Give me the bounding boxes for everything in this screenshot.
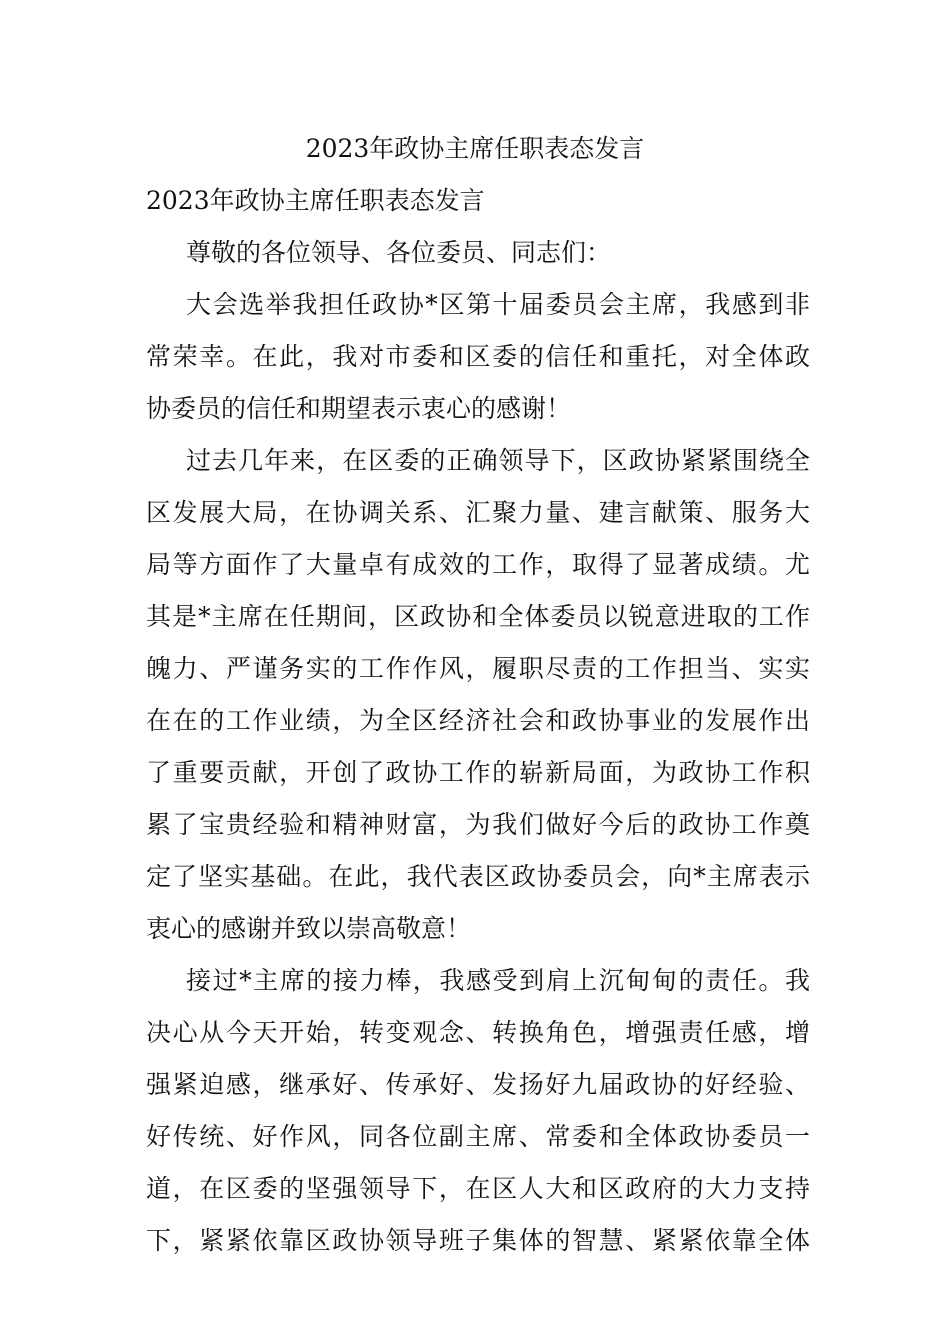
text-line: 尊敬的各位领导、各位委员、同志们： [186,238,612,267]
text-line: 协委员的信任和期望表示衷心的感谢！ [146,394,572,423]
text-line: 好传统、好作风，同各位副主席、常委和全体政协委员一 [146,1122,810,1151]
text-line: 其是*主席在任期间，区政协和全体委员以锐意进取的工作 [146,602,810,631]
text-line: 局等方面作了大量卓有成效的工作，取得了显著成绩。尤 [146,550,810,579]
document-title: 2023年政协主席任职表态发言 [305,134,645,163]
text-line: 常荣幸。在此，我对市委和区委的信任和重托，对全体政 [146,342,810,371]
text-line: 接过*主席的接力棒，我感受到肩上沉甸甸的责任。我 [186,966,810,995]
text-line: 大会选举我担任政协*区第十届委员会主席，我感到非 [186,290,810,319]
text-line: 强紧迫感，继承好、传承好、发扬好九届政协的好经验、 [146,1070,810,1099]
text-line: 衷心的感谢并致以崇高敬意！ [146,914,472,943]
text-line: 在在的工作业绩，为全区经济社会和政协事业的发展作出 [146,706,810,735]
document-body [146,183,810,1275]
text-line: 过去几年来，在区委的正确领导下，区政协紧紧围绕全 [186,446,810,475]
text-line: 下，紧紧依靠区政协领导班子集体的智慧、紧紧依靠全体 [146,1226,810,1255]
text-line: 定了坚实基础。在此，我代表区政协委员会，向*主席表示 [146,862,810,891]
text-line: 决心从今天开始，转变观念、转换角色，增强责任感，增 [146,1018,810,1047]
text-line: 区发展大局，在协调关系、汇聚力量、建言献策、服务大 [146,498,810,527]
text-line: 魄力、严谨务实的工作作风，履职尽责的工作担当、实实 [146,654,810,683]
text-line: 了重要贡献，开创了政协工作的崭新局面，为政协工作积 [146,758,810,787]
text-line: 累了宝贵经验和精神财富，为我们做好今后的政协工作奠 [146,810,810,839]
text-line: 道，在区委的坚强领导下，在区人大和区政府的大力支持 [146,1174,810,1203]
document-subtitle: 2023年政协主席任职表态发言 [146,186,485,215]
